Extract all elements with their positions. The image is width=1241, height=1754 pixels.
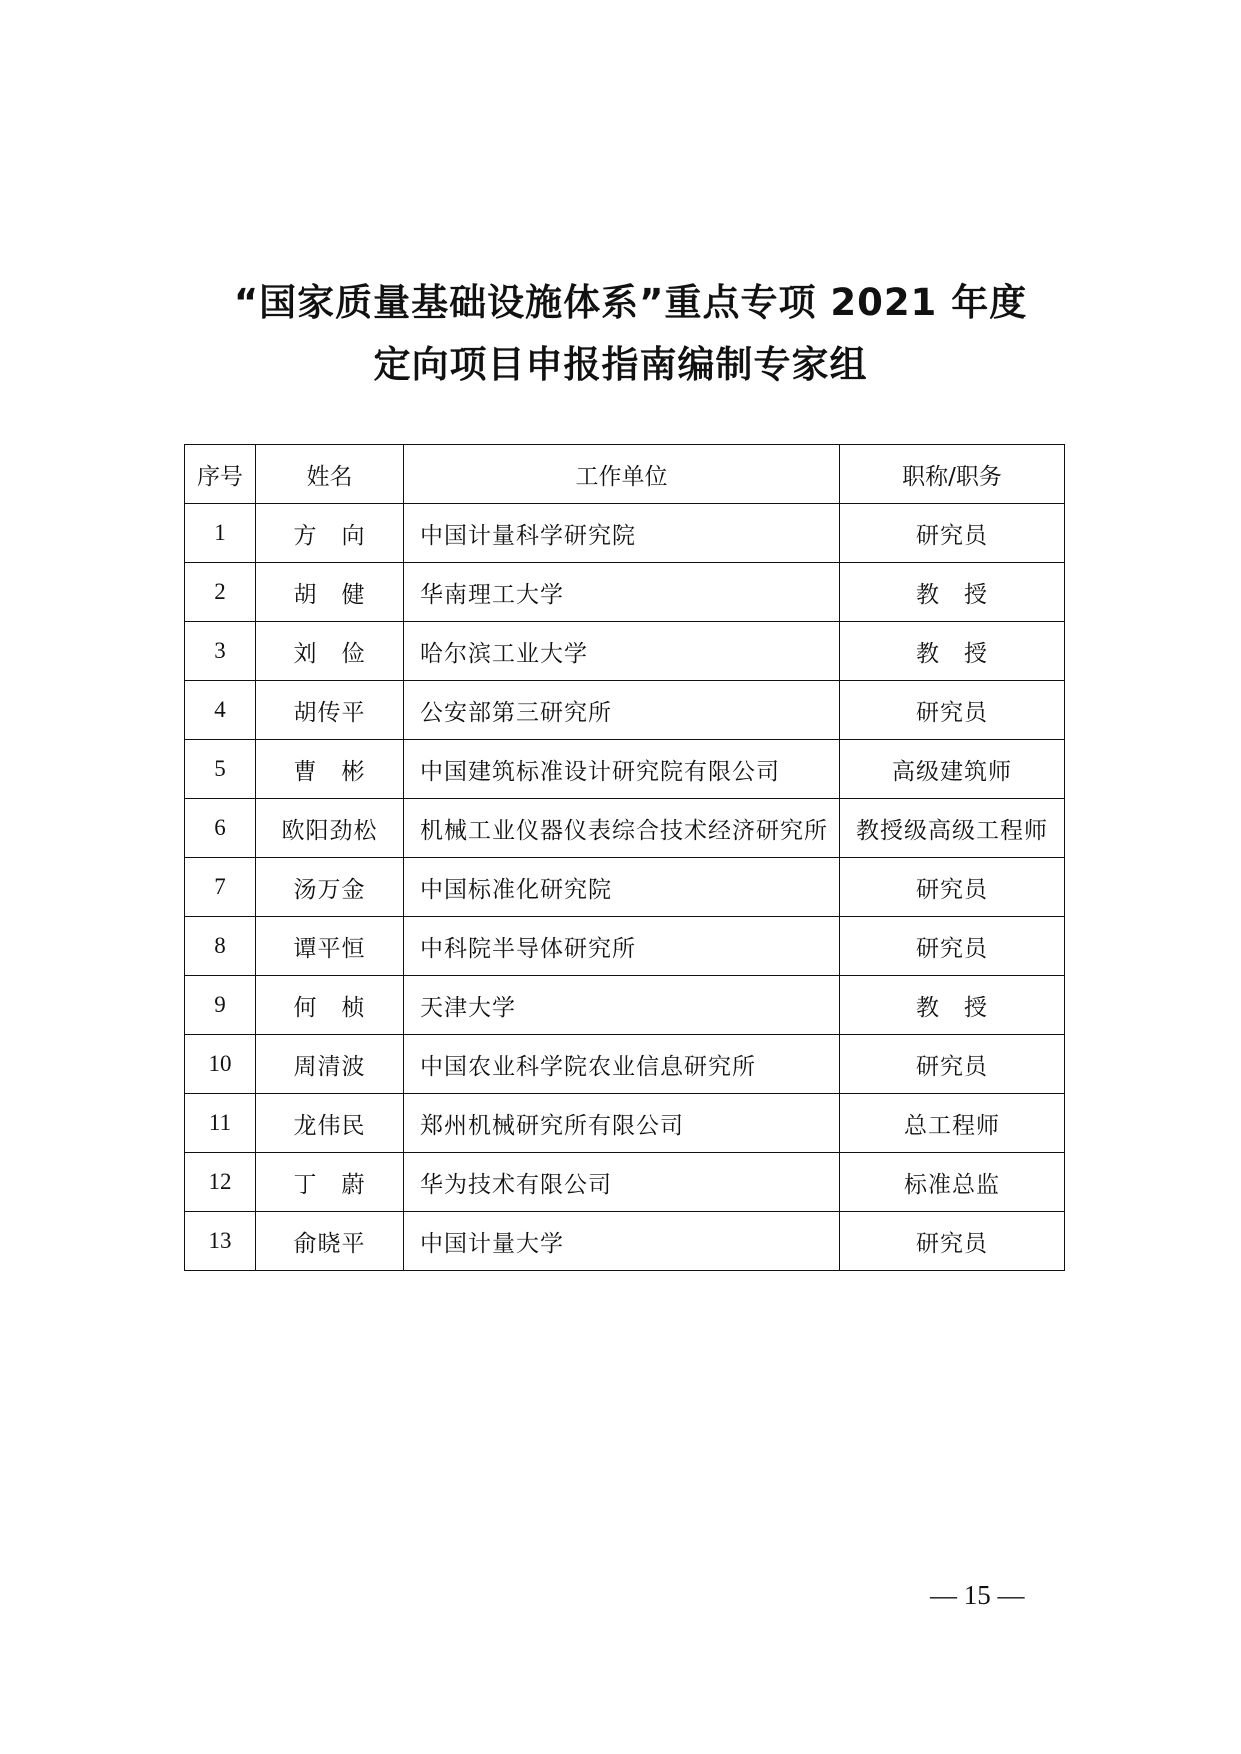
- header-index: 序号: [185, 445, 256, 504]
- table-row: [185, 1094, 1065, 1153]
- expert-name: 俞晓平: [256, 1212, 404, 1271]
- document-title-line-2: 定向项目申报指南编制专家组: [373, 343, 868, 386]
- work-unit: 公安部第三研究所: [404, 681, 840, 740]
- work-unit: 中国计量科学研究院: [404, 504, 840, 563]
- work-unit: 哈尔滨工业大学: [404, 622, 840, 681]
- professional-title: 总工程师: [840, 1094, 1065, 1153]
- row-index: 13: [185, 1212, 256, 1271]
- table-row: [185, 976, 1065, 1035]
- row-index: 8: [185, 917, 256, 976]
- header-name: 姓名: [256, 445, 404, 504]
- row-index: 10: [185, 1035, 256, 1094]
- page-number: — 15 —: [930, 1580, 1025, 1610]
- expert-name: 刘 俭: [256, 622, 404, 681]
- table-body: [185, 504, 1065, 1271]
- row-index: 3: [185, 622, 256, 681]
- table-row: [185, 681, 1065, 740]
- work-unit: 中科院半导体研究所: [404, 917, 840, 976]
- work-unit: 天津大学: [404, 976, 840, 1035]
- table-row: [185, 1153, 1065, 1212]
- expert-name: 丁 蔚: [256, 1153, 404, 1212]
- work-unit: 华南理工大学: [404, 563, 840, 622]
- row-index: 5: [185, 740, 256, 799]
- professional-title: 研究员: [840, 858, 1065, 917]
- expert-name: 胡传平: [256, 681, 404, 740]
- expert-name: 曹 彬: [256, 740, 404, 799]
- work-unit: 中国农业科学院农业信息研究所: [404, 1035, 840, 1094]
- table-row: [185, 858, 1065, 917]
- expert-name: 龙伟民: [256, 1094, 404, 1153]
- row-index: 7: [185, 858, 256, 917]
- professional-title: 研究员: [840, 1035, 1065, 1094]
- professional-title: 教 授: [840, 976, 1065, 1035]
- work-unit: 郑州机械研究所有限公司: [404, 1094, 840, 1153]
- table-row: [185, 917, 1065, 976]
- professional-title: 教 授: [840, 622, 1065, 681]
- table-row: [185, 563, 1065, 622]
- expert-name: 方 向: [256, 504, 404, 563]
- row-index: 1: [185, 504, 256, 563]
- table-row: [185, 1035, 1065, 1094]
- work-unit: 华为技术有限公司: [404, 1153, 840, 1212]
- work-unit: 中国计量大学: [404, 1212, 840, 1271]
- table-row: [185, 799, 1065, 858]
- row-index: 6: [185, 799, 256, 858]
- professional-title: 高级建筑师: [840, 740, 1065, 799]
- row-index: 2: [185, 563, 256, 622]
- expert-name: 汤万金: [256, 858, 404, 917]
- row-index: 12: [185, 1153, 256, 1212]
- work-unit: 中国建筑标准设计研究院有限公司: [404, 740, 840, 799]
- expert-group-table: [184, 444, 1065, 1271]
- row-index: 9: [185, 976, 256, 1035]
- expert-name: 何 桢: [256, 976, 404, 1035]
- table-header-row: [185, 445, 1065, 504]
- row-index: 11: [185, 1094, 256, 1153]
- professional-title: 研究员: [840, 917, 1065, 976]
- header-work-unit: 工作单位: [404, 445, 840, 504]
- header-title-position: 职称/职务: [840, 445, 1065, 504]
- table-row: [185, 1212, 1065, 1271]
- professional-title: 教 授: [840, 563, 1065, 622]
- professional-title: 研究员: [840, 1212, 1065, 1271]
- expert-name: 欧阳劲松: [256, 799, 404, 858]
- expert-name: 周清波: [256, 1035, 404, 1094]
- row-index: 4: [185, 681, 256, 740]
- table-row: [185, 622, 1065, 681]
- work-unit: 中国标准化研究院: [404, 858, 840, 917]
- table-row: [185, 504, 1065, 563]
- professional-title: 教授级高级工程师: [840, 799, 1065, 858]
- document-title-line-1: “国家质量基础设施体系”重点专项 2021 年度: [233, 281, 1028, 324]
- table-row: [185, 740, 1065, 799]
- professional-title: 研究员: [840, 681, 1065, 740]
- expert-name: 胡 健: [256, 563, 404, 622]
- professional-title: 研究员: [840, 504, 1065, 563]
- professional-title: 标准总监: [840, 1153, 1065, 1212]
- work-unit: 机械工业仪器仪表综合技术经济研究所: [404, 799, 840, 858]
- expert-name: 谭平恒: [256, 917, 404, 976]
